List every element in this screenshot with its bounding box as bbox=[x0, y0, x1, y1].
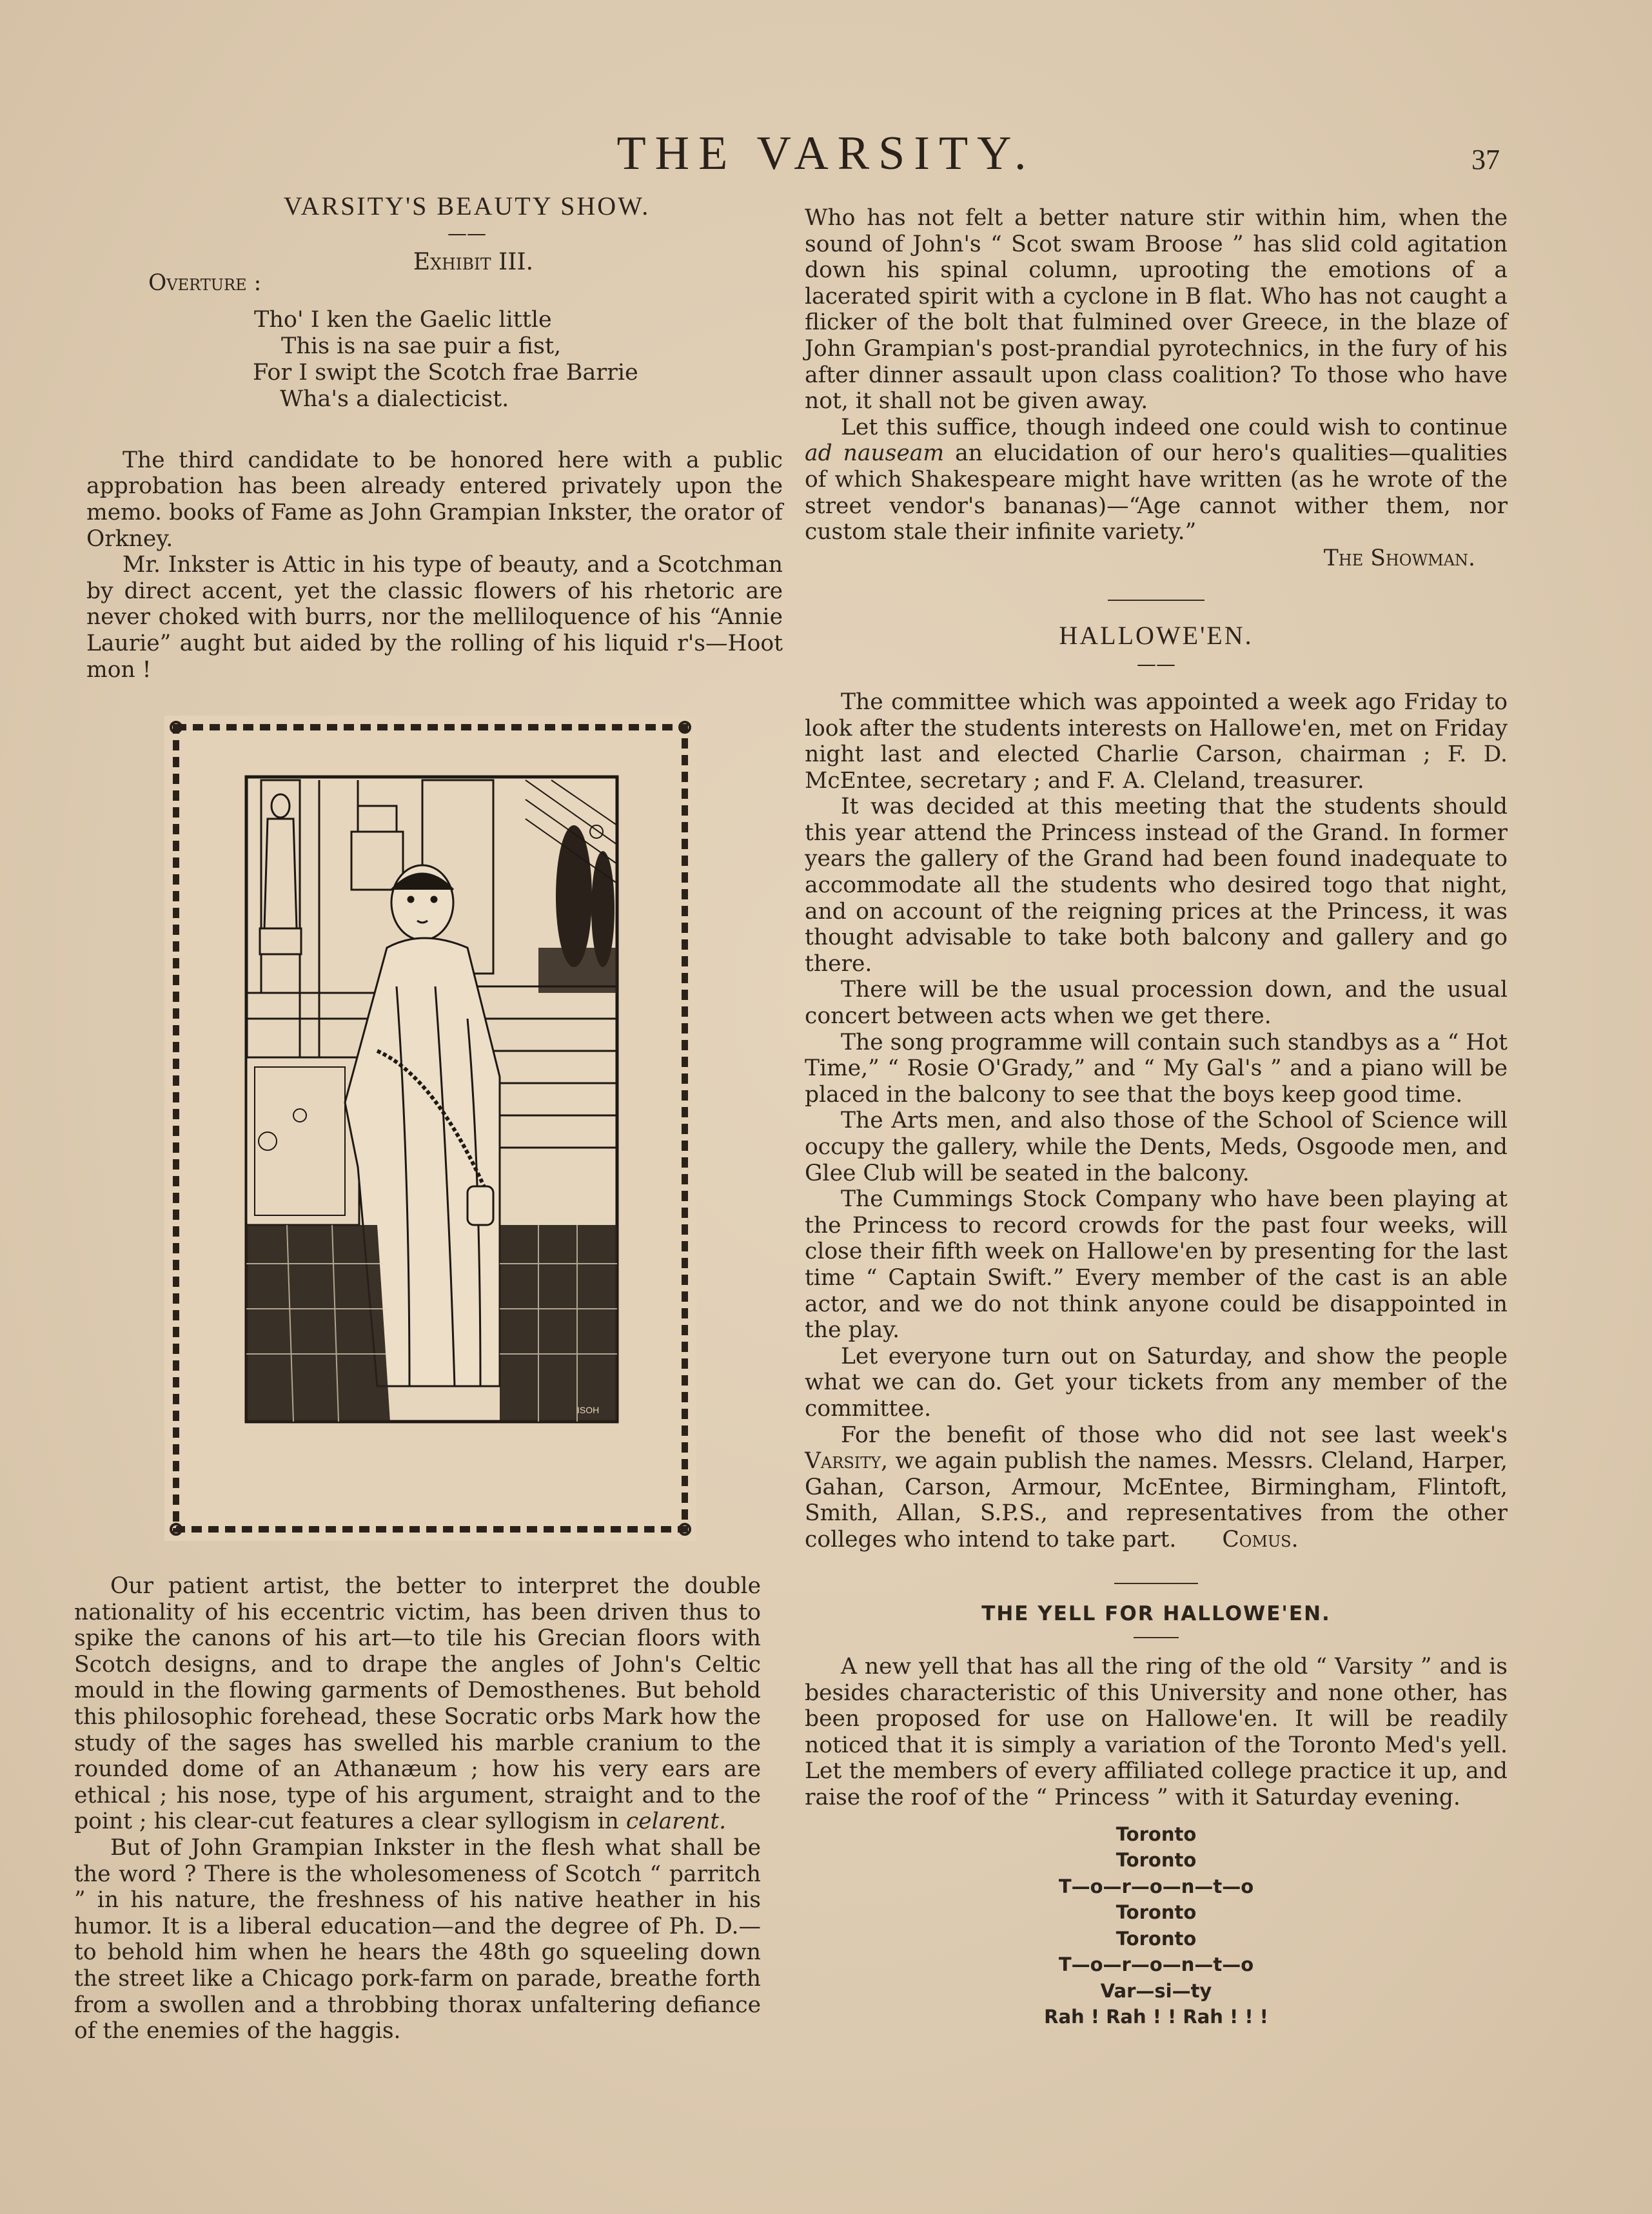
paragraph: But of John Grampian Inkster in the flesh what shall be the word ? There is the wholesomeness of Scotch “ parritch ” in his nature, the freshness of his native heather in his humor. It is a liberal education—and the degree of Ph. D.—to behold him when he hears the 48th go squeeling down the street like a Chicago pork-farm on parade, breathe forth from a swollen and a throbbing thorax unfaltering defiance of the enemies of the haggis. bbox=[74, 1834, 761, 2044]
right-column bbox=[805, 205, 1508, 2030]
paragraph bbox=[74, 1573, 761, 1835]
poem-line: Wha's a dialecticist. bbox=[280, 386, 509, 412]
varsity-name: Varsity, bbox=[805, 1448, 889, 1474]
yell-title: THE YELL FOR HALLOWE'EN. bbox=[981, 1602, 1331, 1625]
beauty-show-title: VARSITY'S BEAUTY SHOW. bbox=[283, 191, 651, 220]
italic-word: celarent. bbox=[625, 1808, 727, 1835]
yell-line: T—o—r—o—n—t—o bbox=[1058, 1875, 1254, 1897]
paragraph: The Cummings Stock Company who have been playing at the Princess to record crowds for the past four weeks, will close their fifth week on Hallowe'en by presenting for the last time “ Captain Swift.” Every member of the cast is an able actor, and we do not think anyone could be disappointed in the play. bbox=[805, 1186, 1508, 1344]
poem-line: Tho' I ken the Gaelic little bbox=[254, 306, 552, 333]
comus-signature: Comus. bbox=[1222, 1526, 1299, 1553]
paragraph-text: Our patient artist, the better to interpret the double nationality of his eccentric victim, has been driven thus to spike the canons of his art—to tile his Grecian floors with Scotch designs, and to drape the angles of John's Celtic mould in the flowing garments of Demosthenes. But behold this philosophic forehead, these Socratic orbs Mark how the study of the sages has swelled his marble cranium to the rounded dome of an Athanæum ; how his very ears are ethical ; his nose, type of his argument, straight and to the point ; his clear-cut features a clear syllogism in bbox=[74, 1573, 761, 1835]
paragraph: The song programme will contain such standbys as a “ Hot Time,” “ Rosie O'Grady,” and “ My Gal's ” and a piano will be placed in the balcony to see that the boys keep good time. bbox=[805, 1029, 1508, 1108]
beauty-show-article-top bbox=[86, 193, 783, 683]
paragraph: The committee which was appointed a week ago Friday to look after the students interests on Hallowe'en, met on Friday night last and elected Charlie Carson, chairman ; F. D. McEntee, secretary ; and F. A. Cleland, treasurer. bbox=[805, 689, 1508, 794]
paragraph-text: Let this suffice, though indeed one could wish to continue bbox=[841, 414, 1508, 440]
overture-label: Overture : bbox=[148, 270, 262, 297]
paragraph: It was decided at this meeting that the students should this year attend the Princess instead of the Grand. In former years the gallery of the Grand had been found inadequate to accommodate all the students who desired togo that night, and on account of the reigning prices at the Princess, it was thought advisable to take both balcony and gallery and go there. bbox=[805, 794, 1508, 977]
paragraph-text: we again publish the names. Messrs. Cleland, Harper, Gahan, Carson, Armour, McEntee, Birmingham, Flintoft, Smith, Allan, S.P.S., and representatives from the other colleges who intend to take part. bbox=[805, 1448, 1508, 1553]
italic-phrase: ad nauseam bbox=[805, 440, 945, 467]
paragraph bbox=[805, 1422, 1508, 1553]
title-dash: —— bbox=[1137, 652, 1175, 676]
yell-line: Toronto bbox=[1116, 1901, 1197, 1924]
portrait-illustration bbox=[164, 716, 696, 1541]
masthead-title: THE VARSITY. bbox=[616, 127, 1036, 180]
showman-signature: The Showman. bbox=[1323, 545, 1475, 571]
yell-line: T—o—r—o—n—t—o bbox=[1058, 1954, 1254, 1976]
poem-line: This is na sae puir a fist, bbox=[281, 333, 562, 359]
paragraph: The third candidate to be honored here with a public approbation has been already entered privately upon the memo. books of Fame as John Grampian Inkster, the orator of Orkney. bbox=[86, 447, 783, 552]
exhibit-label: Exhibit III. bbox=[413, 248, 534, 275]
yell-chant bbox=[805, 1821, 1508, 2030]
page-number: 37 bbox=[1471, 144, 1500, 175]
halloween-title: HALLOWE'EN. bbox=[1059, 621, 1254, 651]
section-rule bbox=[1114, 1583, 1198, 1584]
yell-line: Toronto bbox=[1116, 1927, 1197, 1950]
paragraph: There will be the usual procession down, and the usual concert between acts when we get there. bbox=[805, 977, 1508, 1030]
yell-line: Toronto bbox=[1116, 1823, 1197, 1845]
title-underline bbox=[1134, 1637, 1179, 1638]
yell-line: Toronto bbox=[1116, 1849, 1197, 1872]
beauty-show-article-bottom bbox=[74, 1573, 761, 2044]
poem bbox=[86, 307, 783, 413]
paragraph bbox=[805, 415, 1508, 545]
yell-line: Rah ! Rah ! ! Rah ! ! ! bbox=[1044, 2006, 1268, 2028]
yell-line: Var—si—ty bbox=[1100, 1979, 1212, 2002]
poem-line: For I swipt the Scotch frae Barrie bbox=[253, 359, 638, 386]
paragraph: The Arts men, and also those of the School of Science will occupy the gallery, while the Dents, Meds, Osgoode men, and Glee Club will be seated in the balcony. bbox=[805, 1108, 1508, 1186]
paragraph-text: For the benefit of those who did not see last week's bbox=[841, 1422, 1508, 1448]
artist-signature: ISOH bbox=[577, 1405, 600, 1415]
paragraph: Who has not felt a better nature stir within him, when the sound of John's “ Scot swam Broose ” has slid cold agitation down his spinal column, uprooting the emotions of a lacerated spirit with a cyclone in B flat. Who has not caught a flicker of the bolt that fulmined over Greece, in the blaze of John Grampian's post-prandial pyrotechnics, in the fury of his after dinner assault upon class coalition? To those who have not, it shall not be given away. bbox=[805, 205, 1508, 415]
section-rule bbox=[1108, 600, 1205, 601]
paragraph: A new yell that has all the ring of the old “ Varsity ” and is besides characteristic of this University and none other, has been proposed for use on Hallowe'en. It will be readily noticed that it is simply a variation of the Toronto Med's yell. Let the members of every affiliated college practice it up, and raise the roof of the “ Princess ” with it Saturday evening. bbox=[805, 1654, 1508, 1811]
paragraph: Mr. Inkster is Attic in his type of beauty, and a Scotchman by direct accent, yet the classic flowers of his rhetoric are never choked with burrs, nor the melliloquence of his “Annie Laurie” aught but aided by the rolling of his liquid r's—Hoot mon ! bbox=[86, 552, 783, 683]
title-dash: —— bbox=[447, 222, 486, 245]
paragraph-text: an elucidation of our hero's qualities—qualities of which Shakespeare might have written (as he wrote of the street vendor's bananas)—“Age cannot wither them, nor custom stale their infinite variety.” bbox=[805, 440, 1508, 545]
paragraph: Let everyone turn out on Saturday, and show the people what we can do. Get your tickets from any member of the committee. bbox=[805, 1343, 1508, 1422]
